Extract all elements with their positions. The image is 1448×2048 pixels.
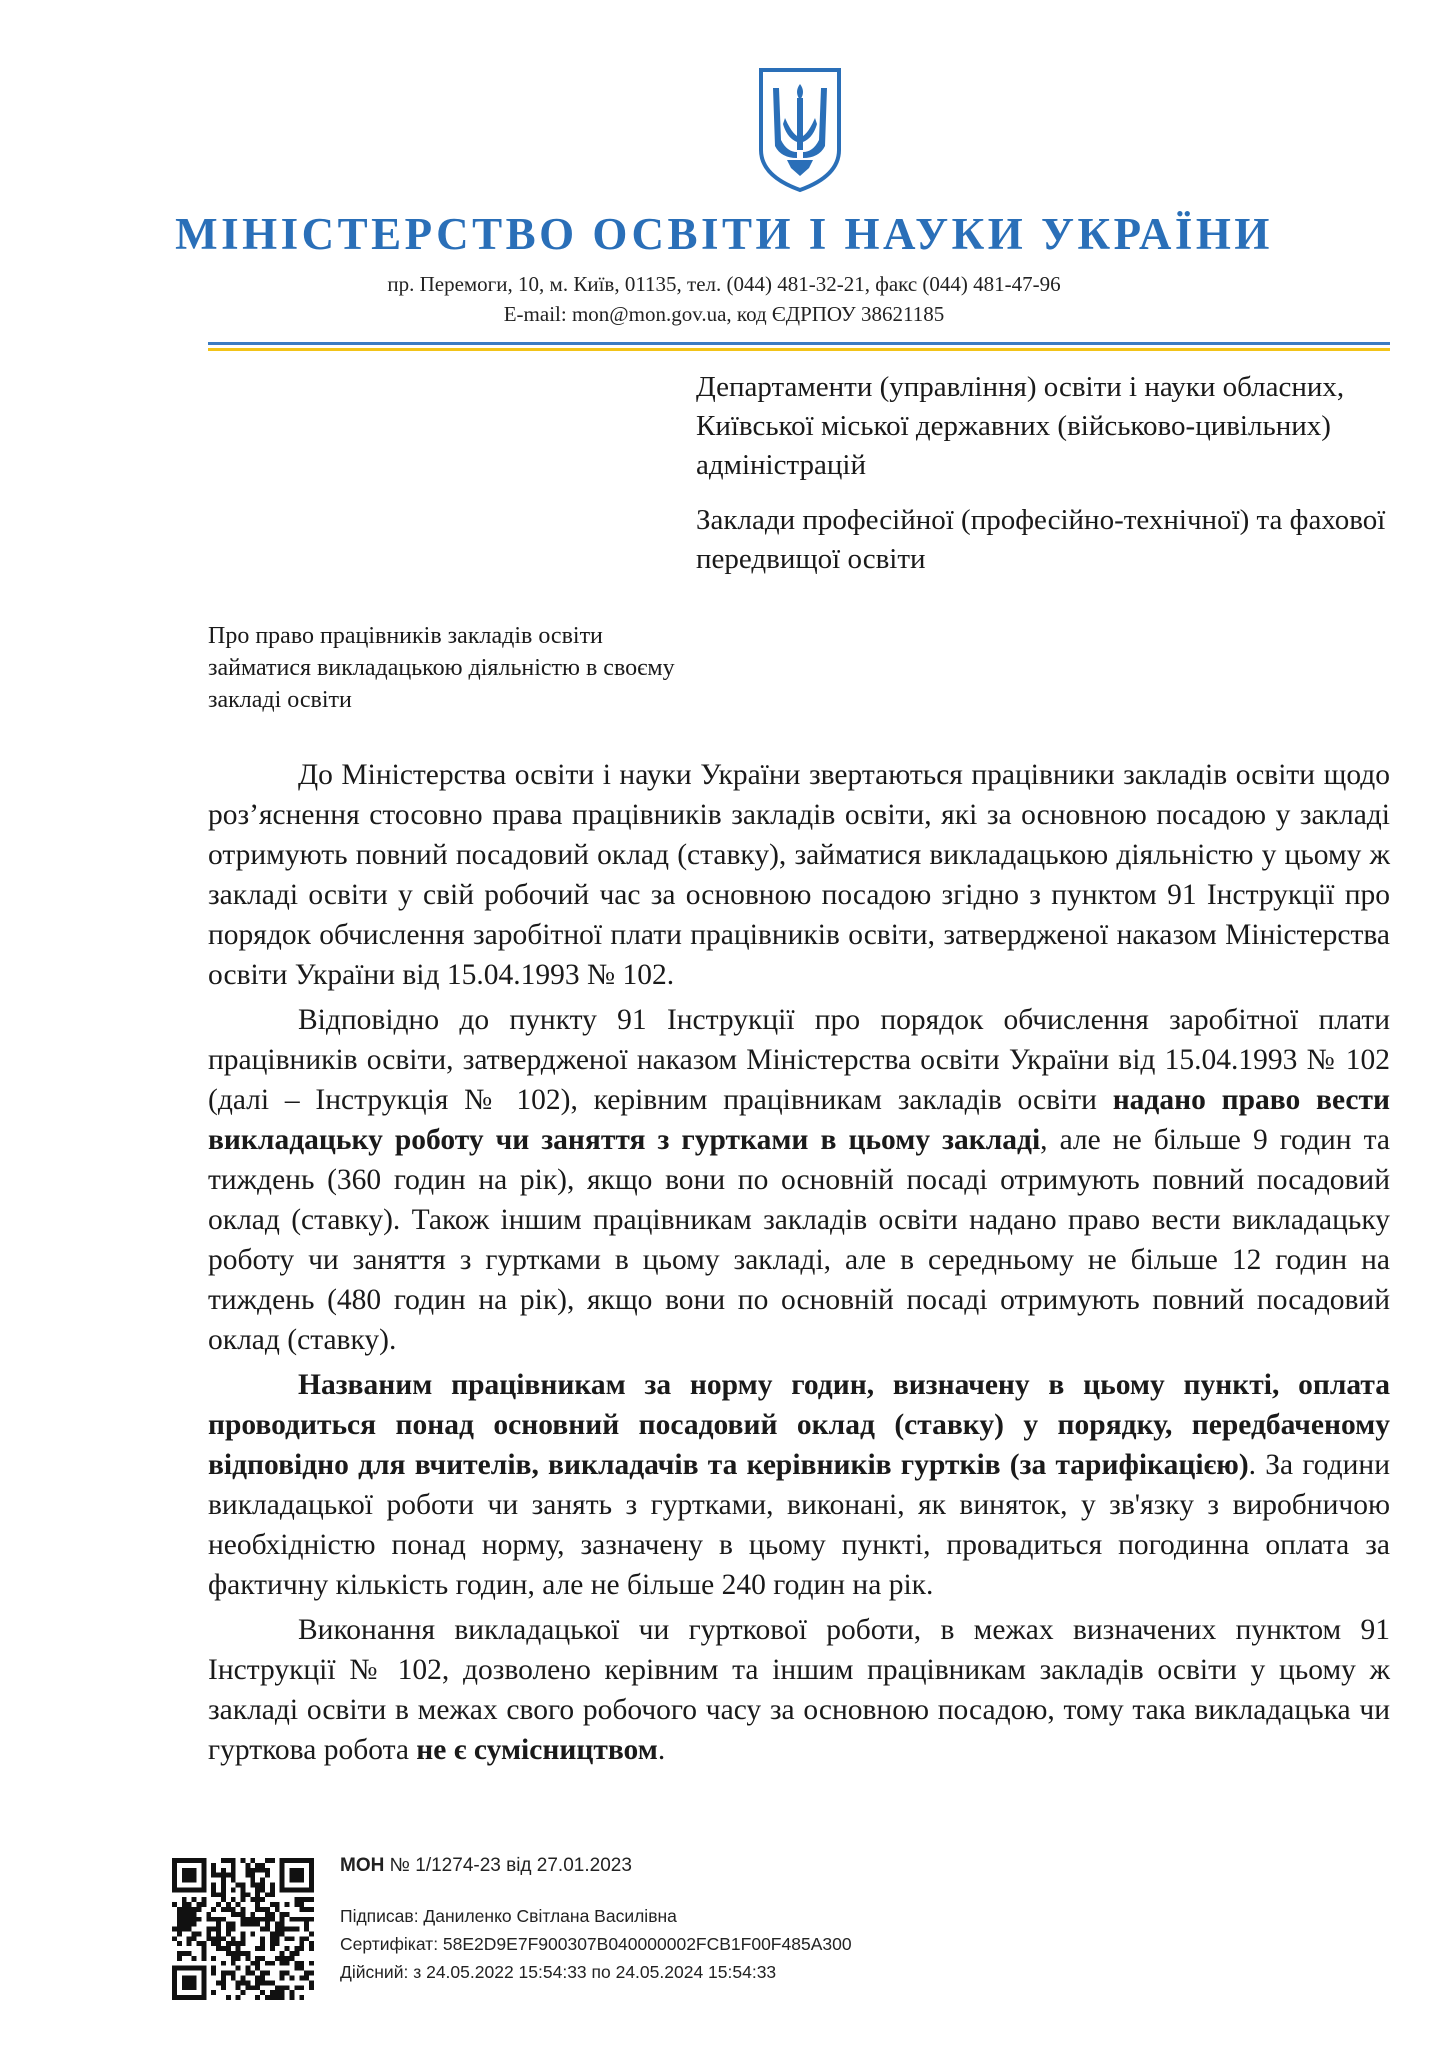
signature-signed-by: Підписав: Даниленко Світлана Василівна xyxy=(340,1906,677,1926)
signature-certificate: Сертифікат: 58E2D9E7F900307B040000002FCB1F00F485A300 xyxy=(340,1934,852,1954)
body-paragraph xyxy=(208,1610,1390,1770)
recipient: Заклади професійної (професійно-технічної) та фахової передвищої освіти xyxy=(696,504,1386,575)
letter-subject: Про право працівників закладів освіти займатися викладацькою діяльністю в своєму закладі освіти xyxy=(208,623,675,713)
body-paragraph: До Міністерства освіти і науки України звертаються працівники закладів освіти щодо роз’яснення стосовно права працівників закладів освіти, які за основною посадою у закладі отримують повний посадовий оклад (ставку), займатися викладацькою діяльністю у цьому ж закладі освіти у свій робочий час за основною посадою згідно з пунктом 91 Інструкції про порядок обчислення заробітної плати працівників освіти, затвердженої наказом Міністерства освіти України від 15.04.1993 № 102. xyxy=(208,759,1390,991)
text-run: . За години викладацької роботи чи занять з гуртками, виконані, як виняток, у зв'язку з виробничою необхідністю понад норму, зазначену в цьому пункті, провадиться погодинна оплата за фактичну кількість годин, але не більше 240 годин на рік. xyxy=(208,1449,1390,1601)
registration-org: МОН xyxy=(340,1855,385,1876)
qr-code-icon xyxy=(172,1858,314,2000)
signature-validity: Дійсний: з 24.05.2022 15:54:33 по 24.05.2024 15:54:33 xyxy=(340,1962,777,1982)
body-paragraph xyxy=(208,1000,1390,1360)
text-run: Відповідно до пункту 91 Інструкції про порядок обчислення заробітної плати працівників освіти, затвердженої наказом Міністерства освіти України від 15.04.1993 № 102 (далі – Інструкція № 102), керівним працівникам закладів освіти xyxy=(208,1004,1390,1116)
text-run: , але не більше 9 годин та тиждень (360 годин на рік), якщо вони по основній посаді отримують повний посадовий оклад (ставку). Також іншим працівникам закладів освіти надано право вести викладацьку роботу чи заняття з гуртками в цьому закладі, але в середньому не більше 12 годин на тиждень (480 годин на рік), якщо вони по основній посаді отримують повний посадовий оклад (ставку). xyxy=(208,1124,1390,1356)
bold-text-run: Названим працівникам за норму годин, визначену в цьому пункті, оплата проводиться понад основний посадовий оклад (ставку) у порядку, передбаченому відповідно для вчителів, викладачів та керівників гуртків (за тарифікацією) xyxy=(208,1369,1390,1481)
recipients-block xyxy=(696,368,1416,595)
ministry-title: МІНІСТЕРСТВО ОСВІТИ І НАУКИ УКРАЇНИ xyxy=(175,209,1273,259)
header-divider-yellow xyxy=(208,348,1390,351)
trident-coat-of-arms-icon xyxy=(757,66,843,194)
body-paragraph xyxy=(208,1365,1390,1605)
recipient: Департаменти (управління) освіти і науки обласних, Київської міської державних (військово-цивільних) адміністрацій xyxy=(696,371,1345,481)
ministry-address: пр. Перемоги, 10, м. Київ, 01135, тел. (044) 481-32-21, факс (044) 481-47-96 xyxy=(387,272,1061,296)
text-run: . xyxy=(657,1734,666,1766)
bold-text-run: не є сумісництвом xyxy=(416,1734,658,1766)
registration-number xyxy=(340,1855,632,1877)
bold-text-run: надано право вести викладацьку роботу чи заняття з гуртками в цьому закладі xyxy=(208,1084,1390,1156)
header-divider-blue xyxy=(208,342,1390,345)
registration-details: № 1/1274-23 від 27.01.2023 xyxy=(384,1855,632,1876)
ministry-contacts: E-mail: mon@mon.gov.ua, код ЄДРПОУ 38621185 xyxy=(503,302,945,326)
text-run: Виконання викладацької чи гурткової роботи, в межах визначених пунктом 91 Інструкції № 102, дозволено керівним та іншим працівникам закладів освіти у цьому ж закладі освіти в межах свого робочого часу за основною посадою, тому така викладацька чи гурткова робота xyxy=(208,1614,1390,1766)
letter-body xyxy=(208,755,1390,1775)
